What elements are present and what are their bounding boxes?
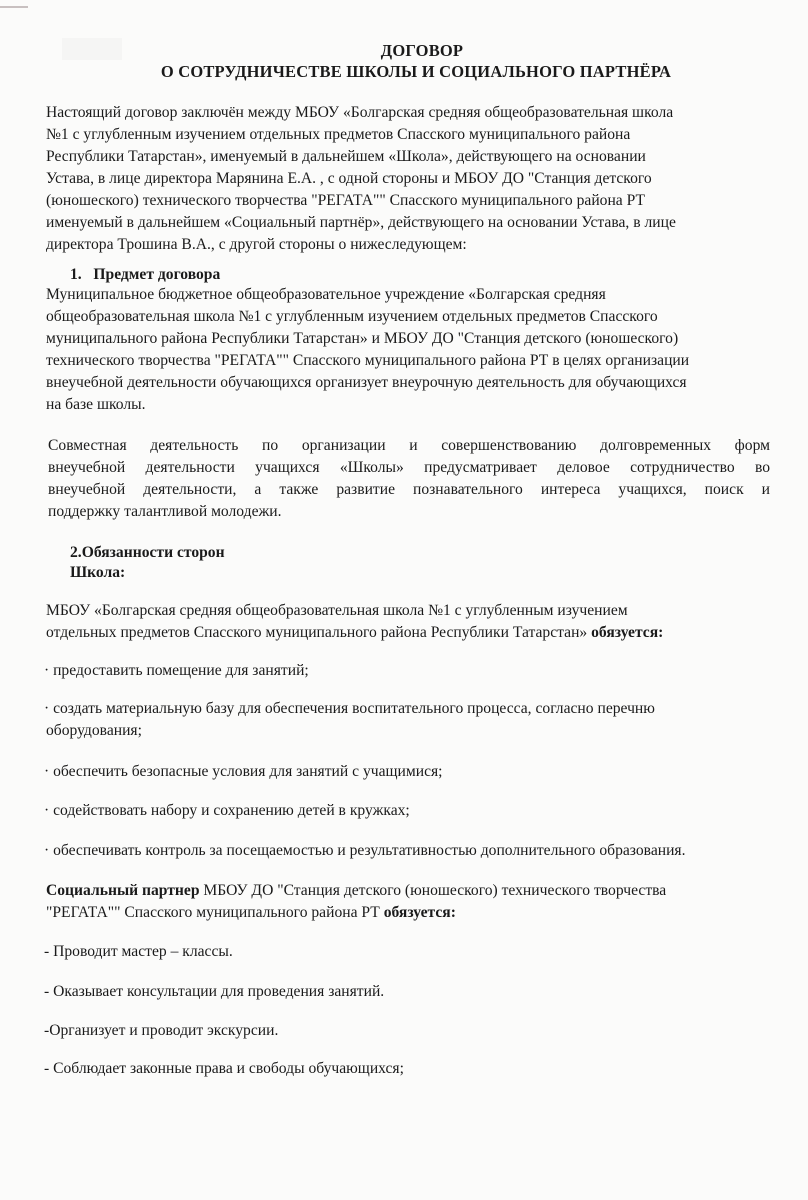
partner-item: - Соблюдает законные права и свободы обучающихся; <box>44 1060 404 1077</box>
section1-title: Предмет договора <box>93 266 221 283</box>
section1-para2-line: поддержку талантливой молодежи. <box>48 503 282 520</box>
section1-line: на базе школы. <box>46 396 146 413</box>
section2-subheading: Школа: <box>70 564 126 581</box>
school-item: · создать материальную базу для обеспечения воспитательного процесса, согласно перечню <box>44 700 655 717</box>
section1-line: технического творчества "РЕГАТА"" Спасского муниципального района РТ в целях организации <box>46 352 690 369</box>
intro-line: (юношеского) технического творчества "РЕГАТА"" Спасского муниципального района РТ <box>46 192 646 209</box>
partner-item: -Организует и проводит экскурсии. <box>44 1022 279 1039</box>
document-title: ДОГОВОР <box>380 41 464 60</box>
intro-line: Устава, в лице директора Марянина Е.А. , с одной стороны и МБОУ ДО "Станция детского <box>46 170 652 187</box>
partner-intro-line: Социальный партнер МБОУ ДО "Станция детского (юношеского) технического творчества <box>46 882 667 899</box>
document-subtitle: О СОТРУДНИЧЕСТВЕ ШКОЛЫ И СОЦИАЛЬНОГО ПАРТНЁРА <box>160 62 672 81</box>
intro-line: Настоящий договор заключён между МБОУ «Болгарская средняя общеобразовательная школа <box>46 104 674 121</box>
school-item: оборудования; <box>46 722 142 739</box>
intro-line: именуемый в дальнейшем «Социальный партнёр», действующего на основании Устава, в лице <box>46 214 676 231</box>
section1-line: муниципального района Республики Татарстан» и МБОУ ДО "Станция детского (юношеского) <box>46 330 679 347</box>
section1-para2-line: внеучебной деятельности, а также развитие познавательного интереса учащихся, поиск и <box>48 481 770 498</box>
intro-line: №1 с углубленным изучением отдельных предметов Спасского муниципального района <box>46 126 631 143</box>
section2-heading: 2.Обязанности сторон <box>70 544 225 561</box>
school-item: · предоставить помещение для занятий; <box>44 662 309 679</box>
school-intro-line: МБОУ «Болгарская средняя общеобразовательная школа №1 с углубленным изучением <box>46 602 628 619</box>
intro-line: директора Трошина В.А., с другой стороны о нижеследующем: <box>46 236 467 253</box>
school-item: · обеспечивать контроль за посещаемостью и результативностью дополнительного образования. <box>44 842 686 859</box>
partner-item: - Оказывает консультации для проведения занятий. <box>44 983 385 1000</box>
school-item: · обеспечить безопасные условия для занятий с учащимися; <box>44 763 443 780</box>
section1-line: Муниципальное бюджетное общеобразовательное учреждение «Болгарская средняя <box>46 286 606 303</box>
section1-number: 1. <box>70 266 82 283</box>
school-obligates: обязуется: <box>591 624 664 641</box>
section1-para2-line: внеучебной деятельности учащихся «Школы» предусматривает деловое сотрудничество во <box>48 459 770 476</box>
partner-intro-line: "РЕГАТА"" Спасского муниципального района РТ обязуется: <box>46 904 456 921</box>
intro-line: Республики Татарстан», именуемый в дальнейшем «Школа», действующего на основании <box>46 148 646 165</box>
school-intro-line: отдельных предметов Спасского муниципального района Республики Татарстан» обязуется: <box>46 624 664 641</box>
section1-line: внеучебной деятельности обучающихся организует внеурочную деятельность для обучающихся <box>46 374 687 391</box>
section1-heading <box>70 267 220 283</box>
scan-mark <box>0 6 28 8</box>
section1-para2-line: Совместная деятельность по организации и совершенствованию долговременных форм <box>48 437 770 454</box>
section1-line: общеобразовательная школа №1 с углубленным изучением отдельных предметов Спасского <box>46 308 658 325</box>
partner-obligates: обязуется: <box>383 904 456 921</box>
partner-label: Социальный партнер <box>46 882 200 899</box>
school-item: · содействовать набору и сохранению детей в кружках; <box>44 802 410 819</box>
partner-item: - Проводит мастер – классы. <box>44 943 233 960</box>
